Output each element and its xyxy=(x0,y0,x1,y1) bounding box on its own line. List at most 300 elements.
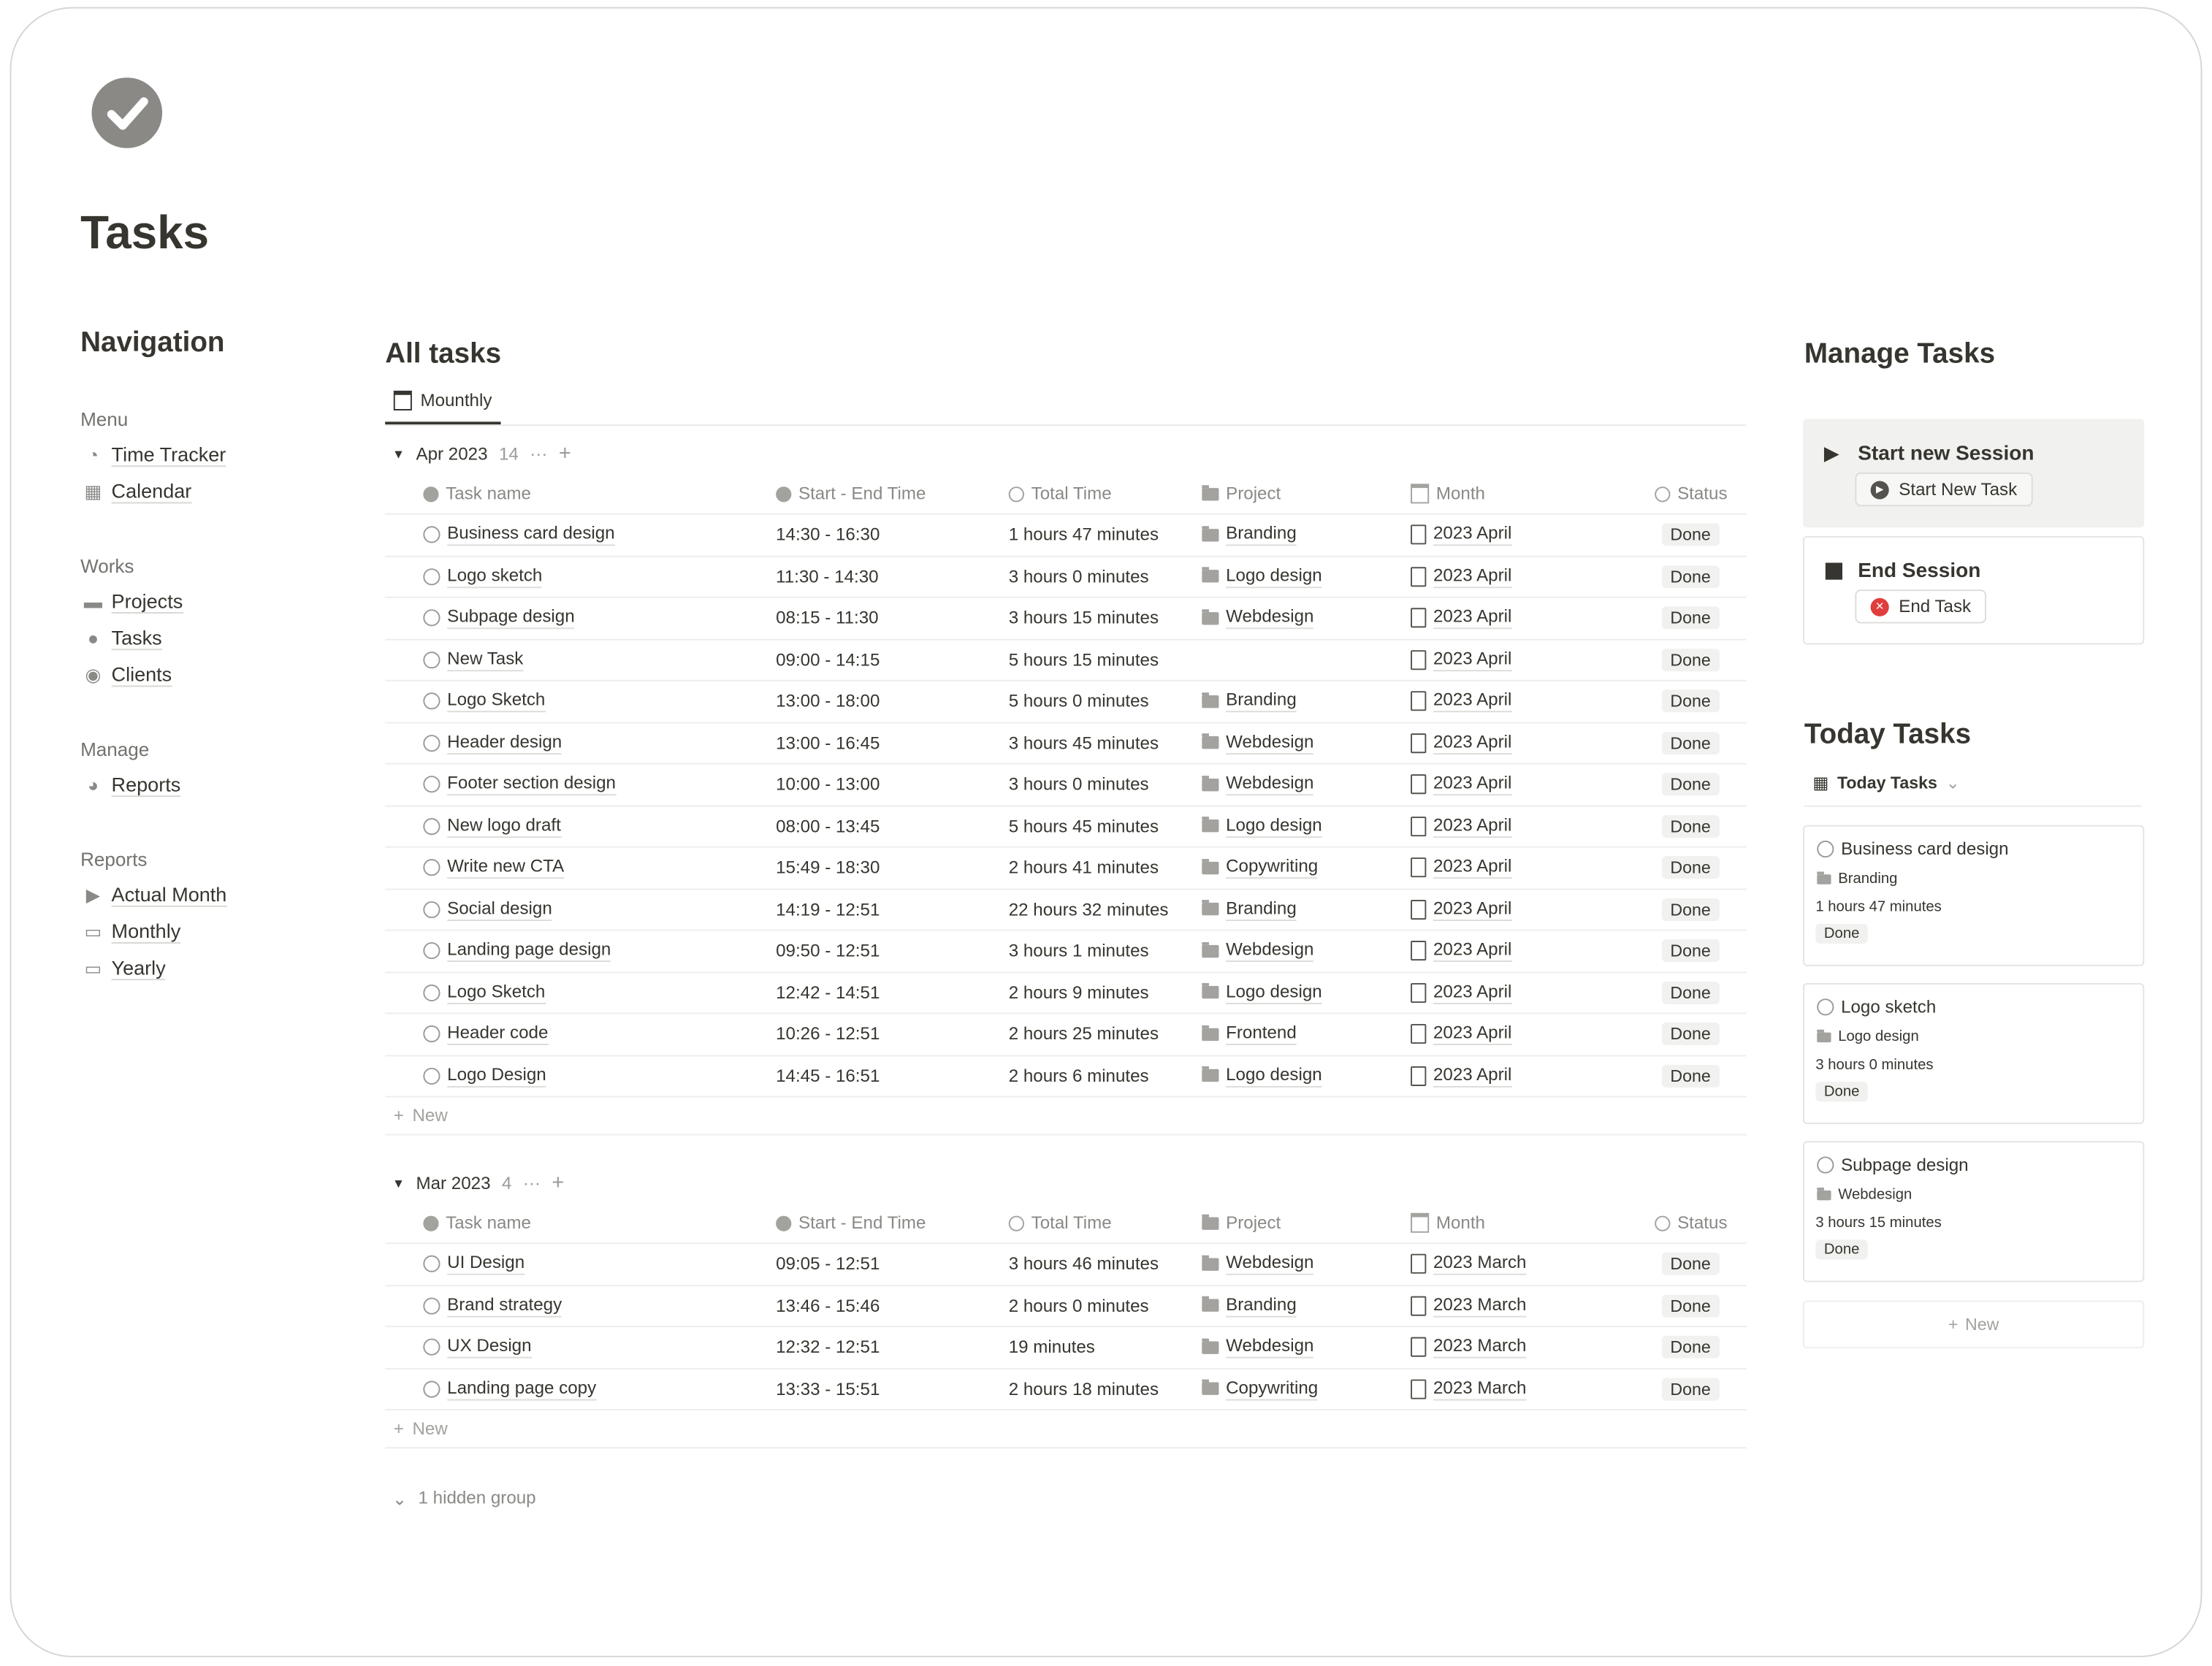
folder-icon xyxy=(1202,1217,1218,1229)
sidebar-item-clients[interactable] xyxy=(83,663,172,687)
status-badge: Done xyxy=(1662,1023,1720,1045)
start-session-label: Start new Session xyxy=(1858,443,2034,466)
task-name[interactable]: Business card design xyxy=(447,523,614,546)
column-header[interactable] xyxy=(1411,474,1485,513)
navigation-heading: Navigation xyxy=(80,327,225,359)
group-label: Apr 2023 xyxy=(416,443,488,464)
hidden-group-label: 1 hidden group xyxy=(418,1488,536,1508)
start-end-time: 12:32 - 12:51 xyxy=(776,1337,880,1357)
project-link[interactable]: Branding xyxy=(1226,523,1297,546)
circle-icon xyxy=(423,1339,440,1356)
month-link[interactable]: 2023 April xyxy=(1433,606,1511,629)
start-session-callout xyxy=(1803,419,2144,528)
document-icon xyxy=(1411,1296,1426,1315)
divider xyxy=(385,424,1747,426)
folder-icon xyxy=(1202,736,1218,749)
status-badge: Done xyxy=(1662,565,1720,587)
document-icon xyxy=(1411,1379,1426,1399)
folder-icon xyxy=(1202,944,1218,957)
project-label: Webdesign xyxy=(1838,1186,1912,1204)
group-label: Mar 2023 xyxy=(416,1172,491,1193)
clock-icon xyxy=(776,1215,791,1231)
circle-icon xyxy=(1817,1157,1834,1174)
table-row[interactable] xyxy=(385,723,1747,765)
play-icon: ▶ xyxy=(1823,441,1839,465)
sidebar-item-time-tracker[interactable] xyxy=(83,443,226,467)
task-name: Logo sketch xyxy=(1841,997,1937,1017)
total-time: 1 hours 47 minutes xyxy=(1815,898,1942,916)
pie-icon: ◕ xyxy=(87,773,99,795)
month-link[interactable]: 2023 March xyxy=(1433,1377,1526,1400)
gallery-icon: ▦ xyxy=(1812,773,1829,793)
start-end-time: 14:30 - 16:30 xyxy=(776,524,880,545)
sidebar-item-label: Projects xyxy=(111,589,183,613)
task-name[interactable]: New Task xyxy=(447,648,523,670)
total-time: 2 hours 41 minutes xyxy=(1008,857,1159,878)
month-link[interactable]: 2023 April xyxy=(1433,1023,1511,1045)
start-end-time: 09:50 - 12:51 xyxy=(776,941,880,961)
plus-icon[interactable]: + xyxy=(552,1170,565,1195)
calendar-icon xyxy=(394,391,412,410)
total-time: 3 hours 0 minutes xyxy=(1008,566,1149,586)
task-name[interactable]: Social design xyxy=(447,898,552,920)
month-link[interactable]: 2023 April xyxy=(1433,773,1511,795)
table-row[interactable] xyxy=(385,681,1747,723)
project-link[interactable]: Logo design xyxy=(1226,565,1322,587)
calendar-icon xyxy=(1411,484,1429,503)
folder-icon xyxy=(1202,1299,1218,1312)
new-row-button[interactable] xyxy=(385,1410,1747,1448)
column-label: Start - End Time xyxy=(798,1212,926,1233)
task-name[interactable]: Write new CTA xyxy=(447,856,564,879)
table-row[interactable] xyxy=(385,640,1747,681)
sidebar-item-label: Time Tracker xyxy=(111,443,226,466)
circle-icon xyxy=(423,859,440,876)
table-header xyxy=(385,474,1747,515)
more-icon[interactable]: ··· xyxy=(522,1172,541,1193)
column-header[interactable] xyxy=(1009,474,1112,513)
month-link[interactable]: 2023 April xyxy=(1433,1064,1511,1087)
task-name[interactable]: UX Design xyxy=(447,1336,531,1359)
column-label: Month xyxy=(1435,484,1485,504)
today-task-card[interactable] xyxy=(1803,1141,2144,1282)
document-icon xyxy=(1411,649,1426,669)
document-icon xyxy=(1411,899,1426,919)
table-row[interactable] xyxy=(385,1369,1747,1410)
new-label: New xyxy=(412,1418,448,1439)
column-label: Project xyxy=(1226,484,1281,504)
new-row-button[interactable] xyxy=(385,1097,1747,1135)
folder-icon xyxy=(1202,1028,1218,1040)
hidden-group-toggle[interactable] xyxy=(392,1488,536,1509)
status-badge: Done xyxy=(1662,981,1720,1004)
table-row[interactable] xyxy=(385,848,1747,890)
task-table xyxy=(385,474,1747,1136)
task-name[interactable]: UI Design xyxy=(447,1253,525,1275)
task-name[interactable]: Landing page copy xyxy=(447,1377,596,1400)
circle-icon xyxy=(423,568,440,584)
month-link[interactable]: 2023 March xyxy=(1433,1336,1526,1359)
status-badge: Done xyxy=(1662,939,1720,962)
task-name[interactable]: Header design xyxy=(447,731,562,754)
table-row[interactable] xyxy=(385,1055,1747,1097)
table-row[interactable] xyxy=(385,931,1747,973)
project-label: Logo design xyxy=(1838,1028,1919,1045)
grid-icon: ▦ xyxy=(84,480,102,502)
task-name[interactable]: Landing page design xyxy=(447,939,611,962)
sidebar-item-reports[interactable] xyxy=(83,773,180,797)
project-label: Branding xyxy=(1838,870,1898,887)
month-link[interactable]: 2023 April xyxy=(1433,814,1511,837)
start-end-time: 08:15 - 11:30 xyxy=(776,608,879,628)
project-link[interactable]: Logo design xyxy=(1226,1064,1322,1087)
folder-icon xyxy=(1202,1258,1218,1270)
column-label: Task name xyxy=(446,1212,531,1233)
plus-icon[interactable]: + xyxy=(558,441,571,466)
folder-icon xyxy=(1202,1069,1218,1082)
table-row[interactable] xyxy=(385,598,1747,640)
folder-icon xyxy=(1202,1382,1218,1394)
document-icon xyxy=(1411,566,1426,586)
folder-icon xyxy=(1202,528,1218,540)
folder-icon xyxy=(1202,861,1218,874)
column-label: Total Time xyxy=(1031,484,1112,504)
month-link[interactable]: 2023 March xyxy=(1433,1253,1526,1275)
check-circle-icon xyxy=(92,77,163,148)
table-row[interactable] xyxy=(385,557,1747,598)
month-link[interactable]: 2023 April xyxy=(1433,689,1511,712)
circle-icon xyxy=(423,692,440,709)
status-badge: Done xyxy=(1662,523,1720,546)
start-end-time: 14:19 - 12:51 xyxy=(776,899,880,920)
project-link[interactable]: Webdesign xyxy=(1226,1336,1313,1359)
folder-icon xyxy=(1817,874,1831,884)
clock-icon xyxy=(1009,486,1024,501)
folder-icon: ▬ xyxy=(83,590,103,612)
table-row[interactable] xyxy=(385,1014,1747,1055)
status-badge: Done xyxy=(1662,1253,1720,1275)
plus-icon: + xyxy=(1948,1314,1959,1334)
sidebar-item-monthly[interactable] xyxy=(83,920,180,944)
status-badge: Done xyxy=(1662,648,1720,670)
button-label: Start New Task xyxy=(1899,479,2018,500)
column-header[interactable] xyxy=(423,1203,531,1242)
sidebar-item-projects[interactable] xyxy=(83,589,183,614)
triangle-down-icon: ▼ xyxy=(392,1175,405,1190)
document-icon xyxy=(1411,733,1426,752)
sidebar-item-label: Tasks xyxy=(111,626,162,649)
project-link[interactable]: Webdesign xyxy=(1226,939,1313,962)
document-icon xyxy=(1411,982,1426,1002)
circle-icon xyxy=(423,901,440,917)
group-count: 4 xyxy=(501,1172,512,1193)
month-link[interactable]: 2023 April xyxy=(1433,565,1511,587)
circle-icon xyxy=(423,984,440,1001)
column-header[interactable] xyxy=(423,474,531,513)
total-time: 3 hours 15 minutes xyxy=(1008,608,1159,628)
circle-icon xyxy=(423,776,440,792)
document-icon xyxy=(1411,608,1426,627)
sidebar-item-tasks[interactable] xyxy=(83,626,162,650)
start-end-time: 08:00 - 13:45 xyxy=(776,816,880,836)
status-badge: Done xyxy=(1662,1294,1720,1317)
sidebar-item-yearly[interactable] xyxy=(83,956,166,980)
start-end-time: 11:30 - 14:30 xyxy=(776,566,879,586)
group-header[interactable] xyxy=(392,1171,565,1195)
table-row[interactable] xyxy=(385,515,1747,557)
project-link[interactable]: Branding xyxy=(1226,898,1297,920)
user-circle-icon: ◉ xyxy=(85,663,102,685)
project-link[interactable]: Webdesign xyxy=(1226,1253,1313,1275)
document-icon xyxy=(1411,816,1426,836)
clock-icon xyxy=(1009,1215,1024,1231)
divider xyxy=(1804,806,2142,807)
circle-icon xyxy=(423,609,440,626)
table-row[interactable] xyxy=(385,1285,1747,1327)
plus-icon: + xyxy=(393,1105,404,1126)
task-name[interactable]: Logo Sketch xyxy=(447,689,545,712)
status-badge: Done xyxy=(1662,731,1720,754)
month-link[interactable]: 2023 April xyxy=(1433,731,1511,754)
total-time: 3 hours 0 minutes xyxy=(1815,1056,1934,1074)
table-row[interactable] xyxy=(385,1327,1747,1369)
page-title: Tasks xyxy=(80,205,210,259)
task-name[interactable]: Logo Sketch xyxy=(447,981,545,1004)
task-name[interactable]: Footer section design xyxy=(447,773,616,795)
task-name[interactable]: New logo draft xyxy=(447,814,561,837)
group-header[interactable] xyxy=(392,441,571,465)
nav-group-label: Menu xyxy=(80,409,129,430)
folder-icon xyxy=(1202,695,1218,707)
total-time: 3 hours 45 minutes xyxy=(1008,733,1159,753)
chevron-down-icon: ⌄ xyxy=(392,1489,408,1510)
folder-icon xyxy=(1202,903,1218,915)
column-header[interactable] xyxy=(776,1203,926,1242)
column-label: Month xyxy=(1435,1212,1485,1233)
plus-icon: + xyxy=(393,1418,404,1439)
total-time: 2 hours 6 minutes xyxy=(1008,1065,1149,1085)
check-circle-icon: ● xyxy=(87,627,99,649)
status-badge: Done xyxy=(1662,606,1720,629)
document-icon xyxy=(1411,1066,1426,1085)
document-icon xyxy=(1411,524,1426,544)
stop-icon xyxy=(1826,563,1842,580)
month-link[interactable]: 2023 April xyxy=(1433,648,1511,670)
table-row[interactable] xyxy=(385,972,1747,1014)
sidebar-item-actual-month[interactable] xyxy=(83,883,226,907)
total-time: 5 hours 0 minutes xyxy=(1008,691,1149,711)
start-new-task-button[interactable] xyxy=(1855,473,2032,506)
total-time: 2 hours 9 minutes xyxy=(1008,982,1149,1003)
column-header[interactable] xyxy=(1009,1203,1112,1242)
task-name[interactable]: Logo sketch xyxy=(447,565,542,587)
month-link[interactable]: 2023 March xyxy=(1433,1294,1526,1317)
project-link[interactable]: Logo design xyxy=(1226,981,1322,1004)
status-badge: Done xyxy=(1662,1336,1720,1359)
column-header[interactable] xyxy=(1202,1203,1281,1242)
task-name[interactable]: Subpage design xyxy=(447,606,574,629)
status-icon xyxy=(1655,1215,1670,1231)
start-end-time: 13:33 - 15:51 xyxy=(776,1378,880,1399)
status-badge: Done xyxy=(1815,924,1868,944)
sidebar-item-label: Monthly xyxy=(111,920,181,942)
start-end-time: 10:26 - 12:51 xyxy=(776,1023,880,1044)
sidebar-item-label: Actual Month xyxy=(111,882,227,906)
total-time: 2 hours 0 minutes xyxy=(1008,1295,1149,1315)
total-time: 5 hours 45 minutes xyxy=(1008,816,1159,836)
calendar-icon: ▭ xyxy=(84,957,102,979)
project-link[interactable]: Branding xyxy=(1226,689,1297,712)
table-row[interactable] xyxy=(385,890,1747,931)
month-link[interactable]: 2023 April xyxy=(1433,898,1511,920)
circle-icon xyxy=(423,1297,440,1314)
nav-group-label: Works xyxy=(80,555,134,577)
total-time: 2 hours 18 minutes xyxy=(1008,1378,1159,1399)
column-label: Status xyxy=(1677,484,1728,504)
end-session-callout xyxy=(1803,536,2144,645)
start-end-time: 12:42 - 14:51 xyxy=(776,982,880,1003)
check-circle-icon xyxy=(423,1215,438,1231)
column-header[interactable] xyxy=(1655,1203,1727,1242)
project-link[interactable]: Logo design xyxy=(1226,814,1322,837)
table-row[interactable] xyxy=(385,806,1747,848)
total-time: 3 hours 15 minutes xyxy=(1815,1214,1942,1231)
table-row[interactable] xyxy=(385,1244,1747,1285)
nav-group-label: Manage xyxy=(80,738,150,760)
month-link[interactable]: 2023 April xyxy=(1433,981,1511,1004)
project-link[interactable]: Copywriting xyxy=(1226,1377,1318,1400)
circle-icon xyxy=(423,942,440,959)
sidebar-item-label: Clients xyxy=(111,662,172,686)
column-header[interactable] xyxy=(776,474,926,513)
start-end-time: 13:46 - 15:46 xyxy=(776,1295,880,1315)
sidebar-item-label: Calendar xyxy=(111,479,192,503)
all-tasks-heading: All tasks xyxy=(385,338,502,370)
new-label: New xyxy=(1965,1314,1999,1334)
project-link[interactable]: Frontend xyxy=(1226,1023,1297,1045)
circle-icon xyxy=(1817,998,1834,1015)
close-circle-icon: × xyxy=(1871,597,1889,616)
chevron-down-icon: ⌄ xyxy=(1945,773,1960,793)
document-icon xyxy=(1411,691,1426,711)
total-time: 19 minutes xyxy=(1008,1337,1095,1357)
tab-label: Mounthly xyxy=(420,390,492,410)
folder-icon xyxy=(1817,1032,1831,1042)
circle-icon xyxy=(423,1256,440,1272)
today-task-card[interactable] xyxy=(1803,983,2144,1124)
button-label: End Task xyxy=(1899,596,1972,616)
status-badge: Done xyxy=(1815,1239,1868,1259)
folder-icon xyxy=(1202,487,1218,500)
project-link[interactable]: Webdesign xyxy=(1226,606,1313,629)
status-badge: Done xyxy=(1662,1377,1720,1400)
triangle-down-icon: ▼ xyxy=(392,446,405,461)
table-row[interactable] xyxy=(385,765,1747,806)
status-badge: Done xyxy=(1815,1082,1868,1101)
total-time: 3 hours 0 minutes xyxy=(1008,774,1149,795)
circle-icon xyxy=(423,817,440,834)
status-badge: Done xyxy=(1662,689,1720,712)
document-icon xyxy=(1411,1254,1426,1274)
start-end-time: 13:00 - 18:00 xyxy=(776,691,880,711)
task-name[interactable]: Brand strategy xyxy=(447,1294,562,1317)
sidebar-item-label: Reports xyxy=(111,773,181,796)
new-label: New xyxy=(412,1105,448,1126)
task-name[interactable]: Header code xyxy=(447,1023,548,1045)
circle-icon xyxy=(423,734,440,751)
circle-icon xyxy=(423,651,440,668)
manage-tasks-heading: Manage Tasks xyxy=(1804,338,1996,370)
column-header[interactable] xyxy=(1411,1203,1485,1242)
month-link[interactable]: 2023 April xyxy=(1433,523,1511,546)
status-badge: Done xyxy=(1662,1064,1720,1087)
total-time: 3 hours 46 minutes xyxy=(1008,1253,1159,1274)
table-header xyxy=(385,1203,1747,1244)
start-end-time: 15:49 - 18:30 xyxy=(776,857,880,878)
column-label: Start - End Time xyxy=(798,484,926,504)
status-badge: Done xyxy=(1662,856,1720,879)
month-link[interactable]: 2023 April xyxy=(1433,856,1511,879)
status-badge: Done xyxy=(1662,773,1720,795)
folder-icon xyxy=(1202,778,1218,790)
circle-icon xyxy=(423,1025,440,1042)
document-icon xyxy=(1411,774,1426,794)
more-icon[interactable]: ··· xyxy=(530,443,548,464)
document-icon xyxy=(1411,1024,1426,1044)
start-end-time: 09:00 - 14:15 xyxy=(776,649,880,670)
status-badge: Done xyxy=(1662,898,1720,920)
clock-icon xyxy=(776,486,791,501)
folder-icon xyxy=(1817,1190,1831,1200)
project-link[interactable]: Webdesign xyxy=(1226,773,1313,795)
tab-monthly[interactable] xyxy=(385,386,500,424)
column-header[interactable] xyxy=(1655,474,1727,513)
task-name: Subpage design xyxy=(1841,1155,1969,1175)
total-time: 22 hours 32 minutes xyxy=(1008,899,1169,920)
view-label: Today Tasks xyxy=(1837,773,1937,793)
project-link[interactable]: Copywriting xyxy=(1226,856,1318,879)
play-circle-icon: ▶ xyxy=(1871,481,1889,499)
folder-icon xyxy=(1202,611,1218,624)
end-task-button[interactable] xyxy=(1855,589,1986,623)
new-today-task-button[interactable] xyxy=(1803,1300,2144,1348)
total-time: 3 hours 1 minutes xyxy=(1008,941,1149,961)
column-header[interactable] xyxy=(1202,474,1281,513)
start-end-time: 10:00 - 13:00 xyxy=(776,774,880,795)
start-end-time: 13:00 - 16:45 xyxy=(776,733,880,753)
month-link[interactable]: 2023 April xyxy=(1433,939,1511,962)
task-name[interactable]: Logo Design xyxy=(447,1064,546,1087)
group-count: 14 xyxy=(498,443,519,464)
play-circle-icon: ▶ xyxy=(85,883,101,905)
circle-icon xyxy=(423,1067,440,1084)
end-session-label: End Session xyxy=(1858,559,1981,583)
document-icon xyxy=(1411,857,1426,877)
document-icon xyxy=(1411,941,1426,960)
clock-icon: ◔ xyxy=(87,443,99,465)
today-task-card[interactable] xyxy=(1803,825,2144,966)
project-link[interactable]: Branding xyxy=(1226,1294,1297,1317)
document-icon xyxy=(1411,1337,1426,1357)
today-tasks-view-select[interactable] xyxy=(1812,773,1959,792)
circle-icon xyxy=(1817,841,1834,857)
nav-group-label: Reports xyxy=(80,849,148,871)
total-time: 1 hours 47 minutes xyxy=(1008,524,1159,545)
project-link[interactable]: Webdesign xyxy=(1226,731,1313,754)
sidebar-item-calendar[interactable] xyxy=(83,480,191,504)
folder-icon xyxy=(1202,819,1218,832)
circle-icon xyxy=(423,1380,440,1397)
